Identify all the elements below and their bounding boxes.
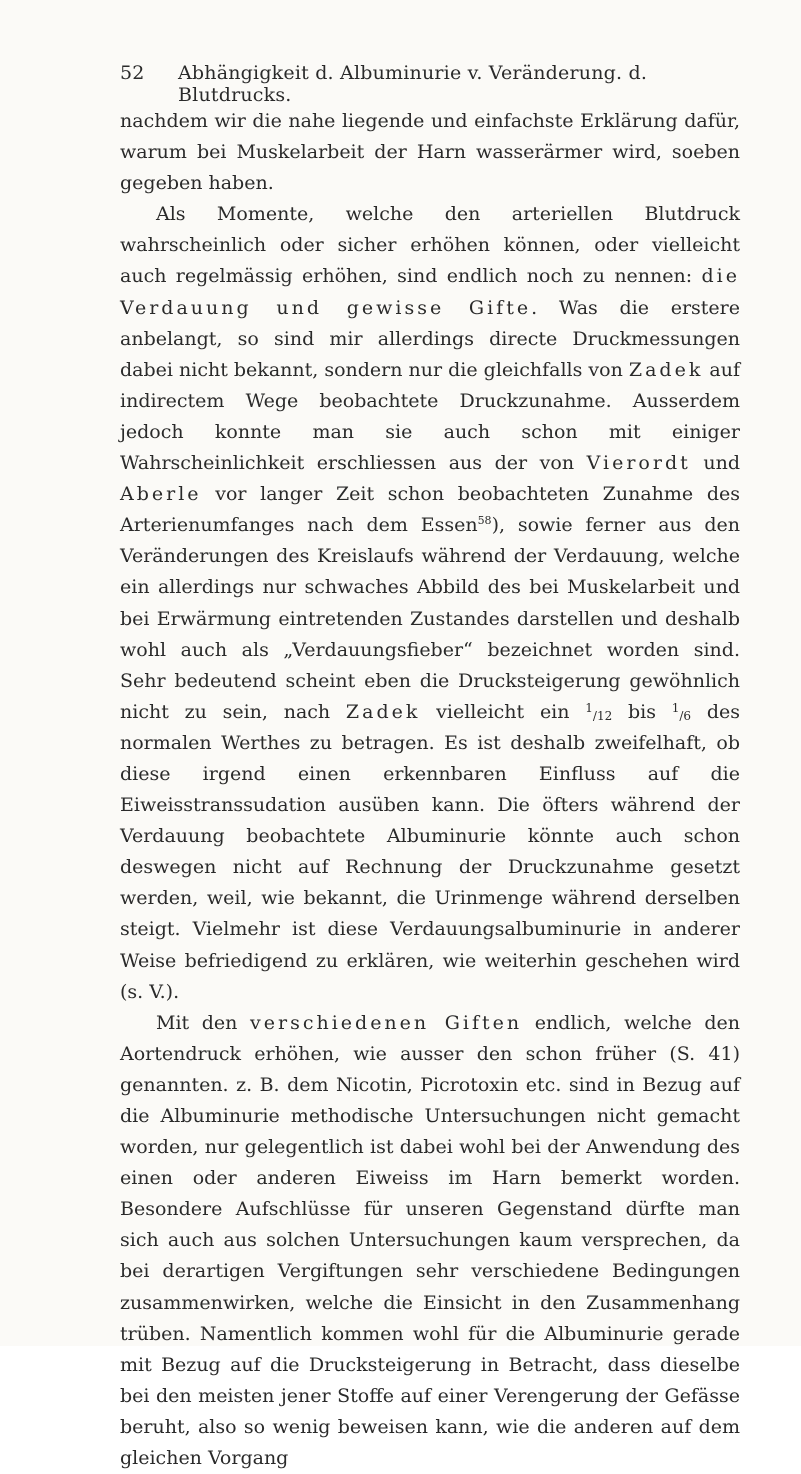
text-run: Als Momente, welche den arteriellen Blutdruck wahrscheinlich oder sicher erhöhen können, oder vielleicht auch regelmässig erhöhen, sind endlich noch zu nennen: [120, 203, 740, 288]
text-run: auf indirectem Wege beobachtete Druckzunahme. Ausserdem jedoch konnte man sie auch schon mit einiger Wahrscheinlichkeit erschliessen aus der von [120, 358, 740, 475]
text-run: und [690, 452, 740, 475]
fraction-one-twelfth [585, 701, 612, 723]
author-zadek-2: Zadek [345, 700, 421, 723]
author-vierordt: Vierordt [586, 452, 691, 475]
text-run: ), sowie ferner aus den Veränderungen des Kreislaufs während der Verdauung, welche ein allerdings nur schwaches Abbild des bei Muskelarbeit und bei Erwärmung eintretenden Zustandes darstellen und deshalb wohl auch als „Verdauungsfieber“ bezeichnet worden sind. Sehr bedeutend scheint eben die Drucksteigerung gewöhnlich nicht zu sein, nach [120, 514, 741, 723]
text-run: endlich, welche den Aortendruck erhöhen, wie ausser den schon früher (S. 41) genannten. z. B. dem Nicotin, Picrotoxin etc. sind in Bezug auf die Albuminurie methodische Untersuchungen nicht gemacht worden, nur gelegentlich ist dabei wohl bei der Anwendung des einen oder anderen Eiweiss im Harn bemerkt worden. Besondere Aufschlüsse für unseren Gegenstand dürfte man sich auch aus solchen Untersuchungen kaum versprechen, da bei derartigen Vergiftungen sehr verschiedene Bedingungen zusammenwirken, welche die Einsicht in den Zusammenhang trüben. Namentlich kommen wohl für die Albuminurie gerade mit Bezug auf die Drucksteigerung in Betracht, dass dieselbe bei den meisten jener Stoffe auf einer Verengerung der Gefässe beruht, also so wenig beweisen kann, wie die anderen auf dem gleichen Vorgang [120, 1011, 741, 1470]
fraction-numerator: 1 [671, 700, 680, 715]
footnote-ref-58: 58 [477, 514, 492, 528]
fraction-denominator: /12 [592, 708, 613, 723]
fraction-denominator: /6 [679, 708, 692, 723]
body-text [120, 106, 740, 1474]
text-run: des normalen Werthes zu betragen. Es ist deshalb zweifelhaft, ob diese irgend einen erkennbaren Einfluss auf die Eiweisstranssudation ausüben kann. Die öfters während der Verdauung beobachtete Albuminurie könnte auch schon deswegen nicht auf Rechnung der Druckzunahme gesetzt werden, weil, wie bekannt, die Urinmenge während derselben steigt. Vielmehr ist diese Verdauungsalbuminurie in anderer Weise befriedigend zu erklären, wie weiterhin geschehen wird (s. V.). [120, 700, 740, 1003]
running-title: Abhängigkeit d. Albuminurie v. Veränderung. d. Blutdrucks. [178, 62, 648, 106]
paragraph-2 [120, 199, 740, 1007]
page-header [120, 62, 740, 106]
author-aberle: Aberle [120, 483, 202, 506]
text-run: Mit den [156, 1011, 251, 1034]
author-zadek: Zadek [628, 358, 704, 381]
emphasis-poisons: verschiedenen Giften [250, 1011, 523, 1034]
text-run: vor langer Zeit schon beobachteten Zunahme des Arterienumfanges nach dem Essen [120, 483, 740, 537]
fraction-one-sixth [672, 701, 691, 723]
paragraph-1: nachdem wir die nahe liegende und einfachste Erklärung dafür, warum bei Muskelarbeit der Harn wasserärmer wird, soeben gegeben haben. [120, 110, 740, 195]
emphasis-topics: die Verdauung und gewisse Gifte [120, 265, 740, 319]
text-run: . Was die erstere anbelangt, so sind mir allerdings directe Druckmessungen dabei nicht bekannt, sondern nur die gleichfalls von [120, 296, 740, 381]
page-number: 52 [120, 62, 145, 84]
fraction-numerator: 1 [585, 700, 593, 715]
text-run: bis [612, 700, 672, 723]
paragraph-3 [120, 1008, 740, 1474]
text-run: vielleicht ein [420, 700, 586, 723]
